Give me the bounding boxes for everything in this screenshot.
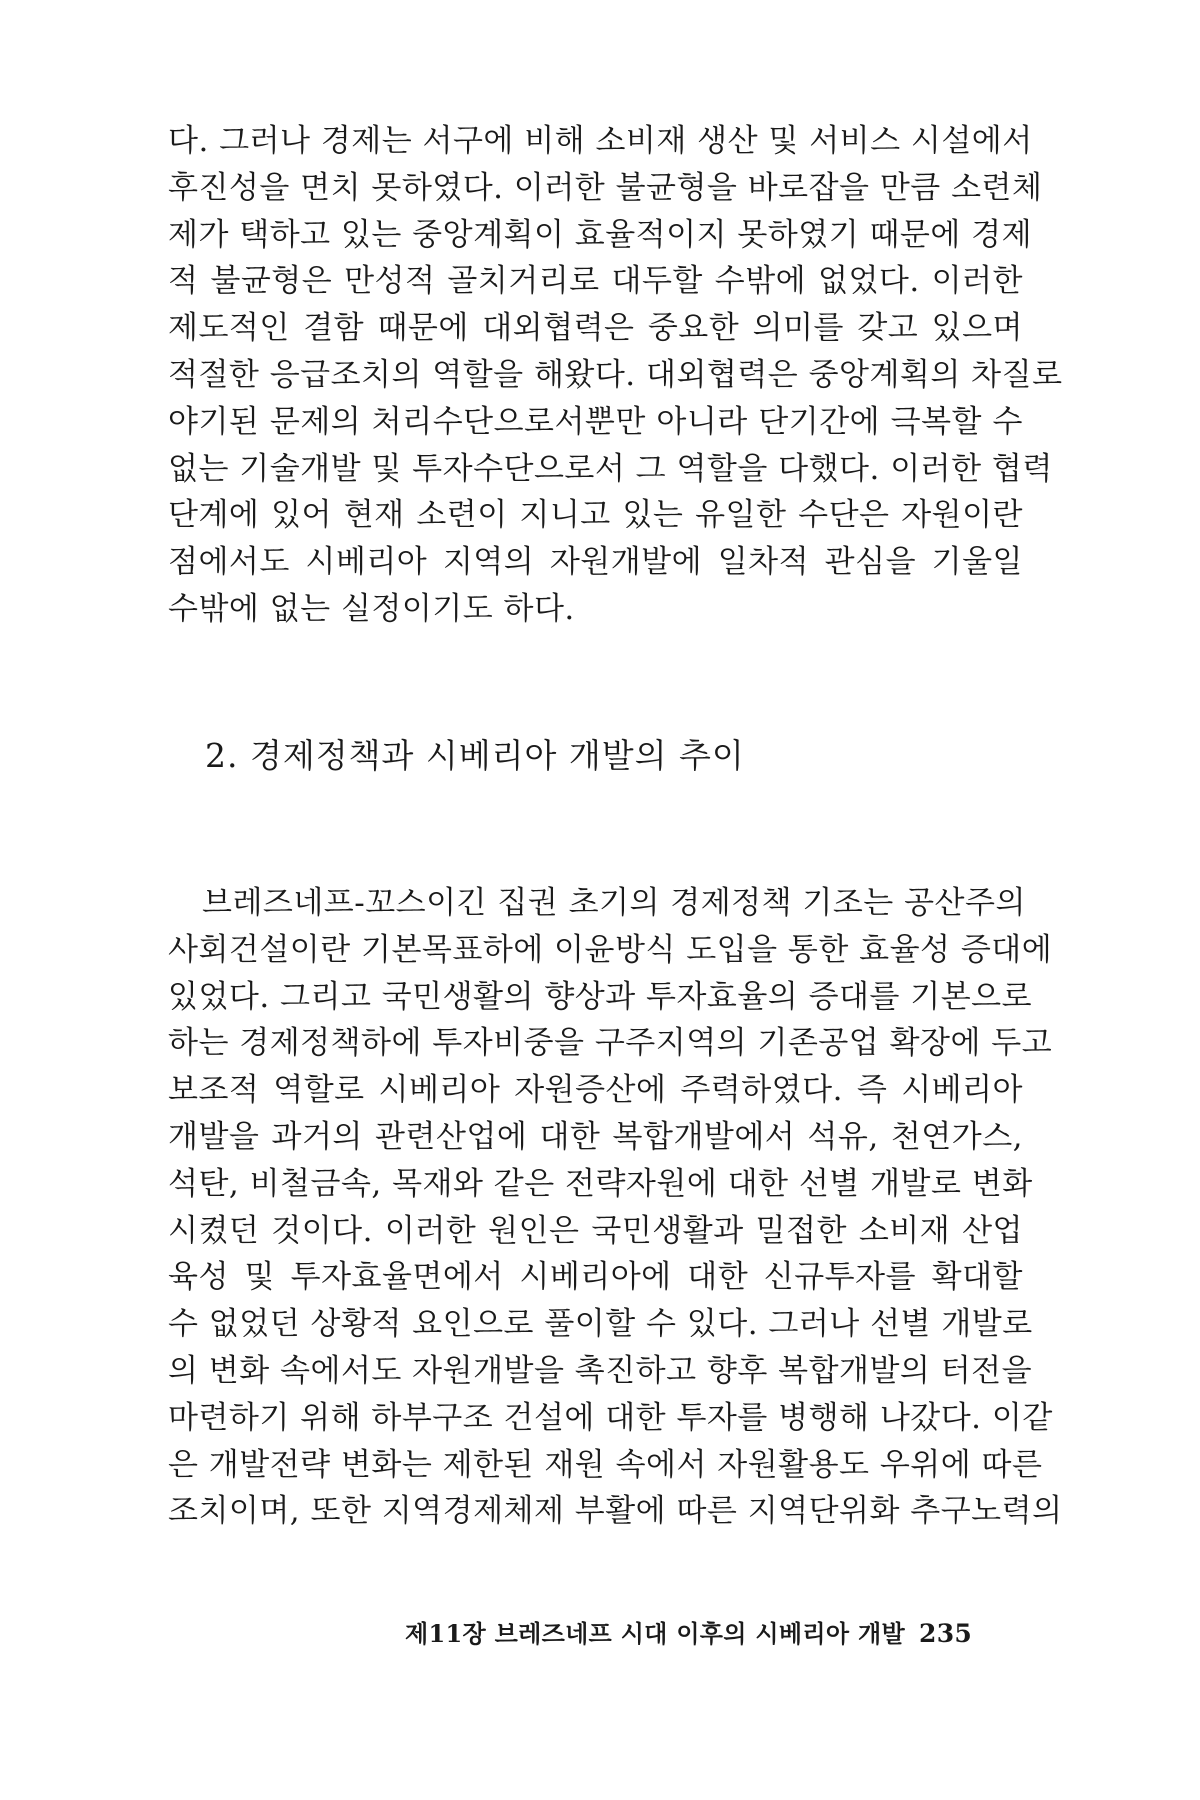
text-line: 하는 경제정책하에 투자비중을 구주지역의 기존공업 확장에 두고 bbox=[168, 1025, 1053, 1062]
text-line: 사회건설이란 기본목표하에 이윤방식 도입을 통한 효율성 증대에 bbox=[168, 931, 1053, 968]
text-line: 야기된 문제의 처리수단으로서뿐만 아니라 단기간에 극복할 수 bbox=[168, 403, 1023, 440]
text-line: 점에서도 시베리아 지역의 자원개발에 일차적 관심을 기울일 bbox=[168, 544, 1023, 581]
text-line: 단계에 있어 현재 소련이 지니고 있는 유일한 수단은 자원이란 bbox=[168, 497, 1023, 534]
text-line: 의 변화 속에서도 자원개발을 촉진하고 향후 복합개발의 터전을 bbox=[168, 1352, 1033, 1389]
text-line: 개발을 과거의 관련산업에 대한 복합개발에서 석유, 천연가스, bbox=[168, 1118, 1023, 1155]
text-line: 제가 택하고 있는 중앙계획이 효율적이지 못하였기 때문에 경제 bbox=[168, 216, 1033, 253]
text-line: 보조적 역할로 시베리아 자원증산에 주력하였다. 즉 시베리아 bbox=[168, 1072, 1023, 1109]
text-line: 시켰던 것이다. 이러한 원인은 국민생활과 밀접한 소비재 산업 bbox=[168, 1212, 1023, 1249]
text-line: 마련하기 위해 하부구조 건설에 대한 투자를 병행해 나갔다. 이같 bbox=[168, 1399, 1053, 1436]
page-number: 235 bbox=[919, 1619, 973, 1648]
text-line: 조치이며, 또한 지역경제체제 부활에 따른 지역단위화 추구노력의 bbox=[168, 1493, 1063, 1530]
text-line: 있었다. 그리고 국민생활의 향상과 투자효율의 증대를 기본으로 bbox=[168, 978, 1033, 1015]
text-line: 석탄, 비철금속, 목재와 같은 전략자원에 대한 선별 개발로 변화 bbox=[168, 1165, 1033, 1202]
text-line: 없는 기술개발 및 투자수단으로서 그 역할을 다했다. 이러한 협력 bbox=[168, 450, 1053, 487]
text-line: 육성 및 투자효율면에서 시베리아에 대한 신규투자를 확대할 bbox=[168, 1259, 1023, 1296]
text-line: 수밖에 없는 실정이기도 하다. bbox=[168, 590, 575, 627]
page-footer bbox=[405, 1614, 972, 1649]
text-line: 후진성을 면치 못하였다. 이러한 불균형을 바로잡을 만큼 소련체 bbox=[168, 169, 1043, 206]
text-line: 적 불균형은 만성적 골치거리로 대두할 수밖에 없었다. 이러한 bbox=[168, 263, 1023, 300]
text-line: 브레즈네프-꼬스이긴 집권 초기의 경제정책 기조는 공산주의 bbox=[202, 885, 1026, 921]
running-title: 제11장 브레즈네프 시대 이후의 시베리아 개발 bbox=[405, 1619, 905, 1648]
text-line: 은 개발전략 변화는 제한된 재원 속에서 자원활용도 우위에 따른 bbox=[168, 1446, 1043, 1483]
text-line: 수 없었던 상황적 요인으로 풀이할 수 있다. 그러나 선별 개발로 bbox=[168, 1306, 1033, 1343]
paragraph-2 bbox=[168, 880, 1063, 1535]
text-line: 제도적인 결함 때문에 대외협력은 중요한 의미를 갖고 있으며 bbox=[168, 310, 1023, 347]
paragraph-1 bbox=[168, 118, 1063, 633]
text-line: 다. 그러나 경제는 서구에 비해 소비재 생산 및 서비스 시설에서 bbox=[168, 123, 1033, 159]
text-line: 적절한 응급조치의 역할을 해왔다. 대외협력은 중앙계획의 차질로 bbox=[168, 356, 1063, 393]
section-heading: 2. 경제정책과 시베리아 개발의 추이 bbox=[205, 736, 745, 775]
